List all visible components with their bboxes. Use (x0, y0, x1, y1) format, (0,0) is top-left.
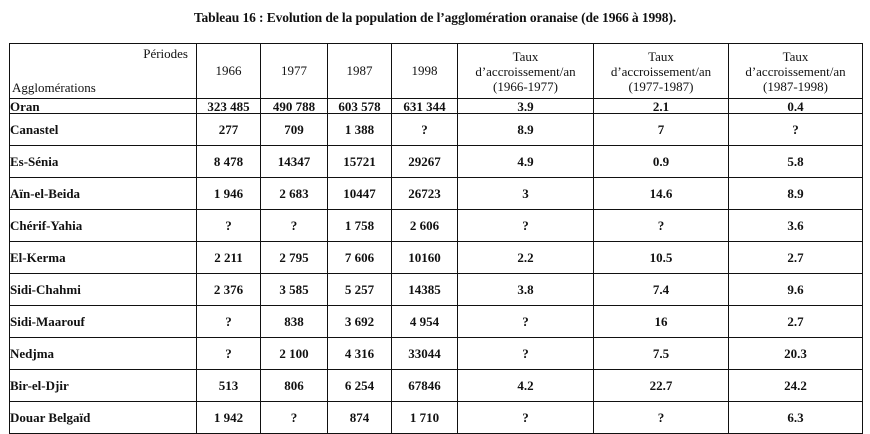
population-cell: ? (392, 114, 458, 146)
growth-rate-cell: 9.6 (729, 274, 863, 306)
population-cell: 33044 (392, 338, 458, 370)
year-header: 1998 (392, 44, 458, 99)
agglomeration-name-cell: Aïn-el-Beida (10, 178, 197, 210)
population-cell: 7 606 (328, 242, 392, 274)
rate-header-line: d’accroissement/an (745, 63, 846, 79)
population-cell: 490 788 (261, 99, 328, 114)
rate-header-line: (1966-1977) (493, 78, 558, 94)
agglomeration-name-cell: Sidi-Maarouf (10, 306, 197, 338)
population-cell: 3 585 (261, 274, 328, 306)
population-cell: 2 795 (261, 242, 328, 274)
table-row (10, 370, 863, 402)
population-cell: 6 254 (328, 370, 392, 402)
rate-header-line: Taux (782, 48, 809, 64)
growth-rate-cell: 8.9 (458, 114, 594, 146)
agglomeration-name-cell: Chérif-Yahia (10, 210, 197, 242)
growth-rate-cell: 10.5 (594, 242, 729, 274)
rate-header-line: d’accroissement/an (475, 63, 576, 79)
growth-rate-cell: 7.5 (594, 338, 729, 370)
growth-rate-cell: ? (729, 114, 863, 146)
table-title: Tableau 16 : Evolution de la population de l’agglomération oranaise (de 1966 à 1998). (193, 10, 677, 25)
year-header: 1987 (328, 44, 392, 99)
table-row (10, 99, 863, 114)
table-row (10, 242, 863, 274)
population-cell: 14385 (392, 274, 458, 306)
growth-rate-cell: ? (458, 306, 594, 338)
growth-rate-cell: 20.3 (729, 338, 863, 370)
corner-header-cell (10, 44, 197, 99)
population-cell: 2 683 (261, 178, 328, 210)
rate-header (458, 44, 594, 99)
agglomerations-header: Agglomérations (12, 80, 96, 95)
population-cell: 29267 (392, 146, 458, 178)
growth-rate-cell: 0.4 (729, 99, 863, 114)
population-cell: 874 (328, 402, 392, 434)
population-cell: 603 578 (328, 99, 392, 114)
rate-header-line: d’accroissement/an (610, 63, 712, 79)
agglomeration-name-cell: Bir-el-Djir (10, 370, 197, 402)
agglomeration-name-cell: Es-Sénia (10, 146, 197, 178)
header-row (10, 44, 863, 99)
growth-rate-cell: 4.9 (458, 146, 594, 178)
population-cell: ? (261, 402, 328, 434)
growth-rate-cell: 2.1 (594, 99, 729, 114)
growth-rate-cell: 6.3 (729, 402, 863, 434)
table-row (10, 274, 863, 306)
population-cell: 2 100 (261, 338, 328, 370)
population-cell: 1 942 (197, 402, 261, 434)
growth-rate-cell: 14.6 (594, 178, 729, 210)
population-cell: 1 758 (328, 210, 392, 242)
population-cell: 4 954 (392, 306, 458, 338)
population-cell: 14347 (261, 146, 328, 178)
growth-rate-cell: 7 (594, 114, 729, 146)
rate-header-line: (1977-1987) (628, 78, 694, 94)
population-cell: 631 344 (392, 99, 458, 114)
table-row (10, 402, 863, 434)
population-table (9, 43, 863, 434)
growth-rate-cell: 0.9 (594, 146, 729, 178)
population-cell: 709 (261, 114, 328, 146)
agglomeration-name-cell: Nedjma (10, 338, 197, 370)
population-cell: 8 478 (197, 146, 261, 178)
table-row (10, 178, 863, 210)
growth-rate-cell: 2.2 (458, 242, 594, 274)
population-cell: 3 692 (328, 306, 392, 338)
growth-rate-cell: 8.9 (729, 178, 863, 210)
population-cell: 1 710 (392, 402, 458, 434)
rate-header-line: Taux (648, 48, 674, 64)
population-cell: 10160 (392, 242, 458, 274)
agglomeration-name-cell: Sidi-Chahmi (10, 274, 197, 306)
table-row (10, 146, 863, 178)
periods-header: Périodes (143, 46, 188, 61)
population-cell: 5 257 (328, 274, 392, 306)
rate-header (729, 44, 863, 99)
growth-rate-cell: ? (594, 210, 729, 242)
population-cell: ? (197, 210, 261, 242)
growth-rate-cell: 3.8 (458, 274, 594, 306)
growth-rate-cell: 3.9 (458, 99, 594, 114)
growth-rate-cell: ? (458, 210, 594, 242)
agglomeration-name-cell: El-Kerma (10, 242, 197, 274)
growth-rate-cell: 3 (458, 178, 594, 210)
population-cell: 2 606 (392, 210, 458, 242)
table-body (10, 99, 863, 434)
agglomeration-name-cell: Oran (10, 99, 197, 114)
rate-header (594, 44, 729, 99)
population-cell: 26723 (392, 178, 458, 210)
growth-rate-cell: ? (458, 338, 594, 370)
population-cell: ? (197, 338, 261, 370)
growth-rate-cell: ? (594, 402, 729, 434)
population-cell: 277 (197, 114, 261, 146)
population-cell: 806 (261, 370, 328, 402)
table-row (10, 114, 863, 146)
agglomeration-name-cell: Douar Belgaïd (10, 402, 197, 434)
year-header: 1977 (261, 44, 328, 99)
agglomeration-name-cell: Canastel (10, 114, 197, 146)
rate-header-line: (1987-1998) (763, 78, 828, 94)
population-cell: 513 (197, 370, 261, 402)
population-cell: 2 211 (197, 242, 261, 274)
table-row (10, 210, 863, 242)
table-row (10, 338, 863, 370)
population-cell: 10447 (328, 178, 392, 210)
population-cell: 323 485 (197, 99, 261, 114)
growth-rate-cell: ? (458, 402, 594, 434)
population-cell: 2 376 (197, 274, 261, 306)
rate-header-line: Taux (512, 48, 539, 64)
growth-rate-cell: 7.4 (594, 274, 729, 306)
table-row (10, 306, 863, 338)
growth-rate-cell: 5.8 (729, 146, 863, 178)
growth-rate-cell: 16 (594, 306, 729, 338)
growth-rate-cell: 4.2 (458, 370, 594, 402)
growth-rate-cell: 3.6 (729, 210, 863, 242)
growth-rate-cell: 22.7 (594, 370, 729, 402)
population-cell: 1 388 (328, 114, 392, 146)
population-cell: 4 316 (328, 338, 392, 370)
population-cell: ? (197, 306, 261, 338)
growth-rate-cell: 2.7 (729, 306, 863, 338)
population-cell: 15721 (328, 146, 392, 178)
year-header: 1966 (197, 44, 261, 99)
growth-rate-cell: 24.2 (729, 370, 863, 402)
population-cell: 838 (261, 306, 328, 338)
population-cell: ? (261, 210, 328, 242)
population-cell: 1 946 (197, 178, 261, 210)
growth-rate-cell: 2.7 (729, 242, 863, 274)
population-cell: 67846 (392, 370, 458, 402)
